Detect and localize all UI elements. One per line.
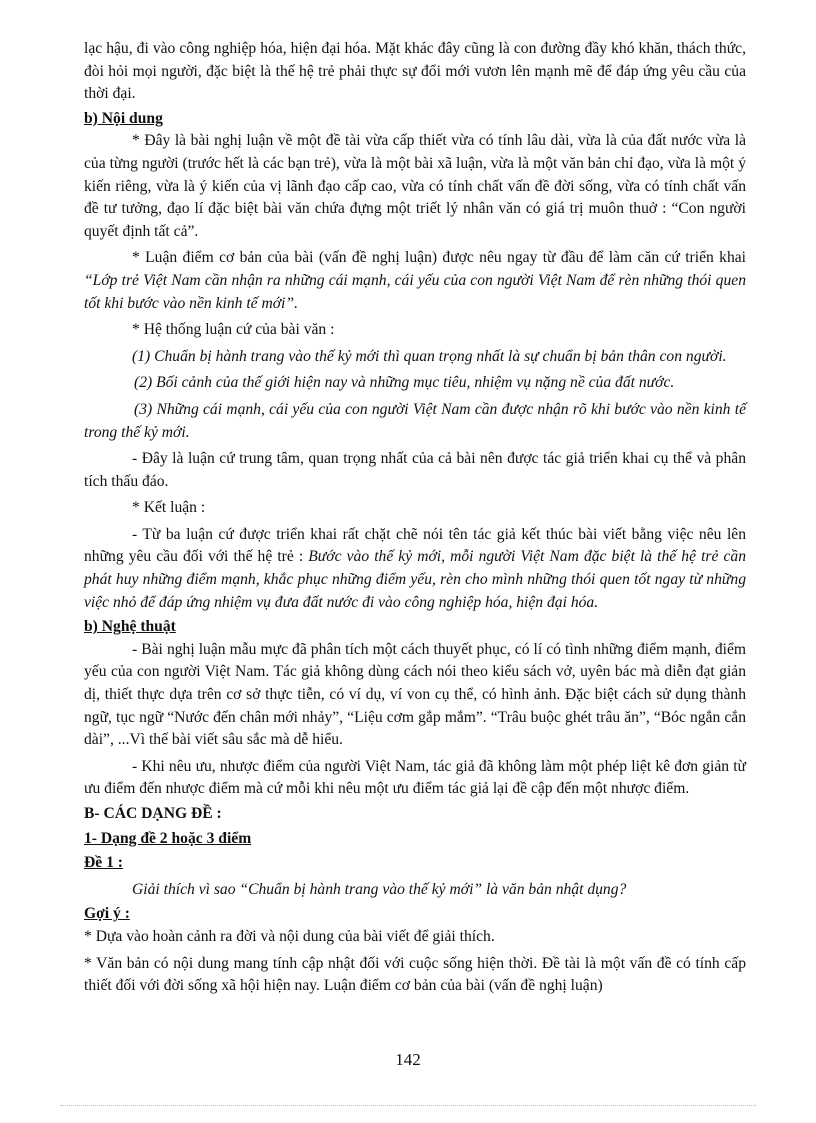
goi-y-label: Gợi ý :	[84, 905, 130, 923]
noi-dung-paragraph-6	[84, 524, 746, 614]
de-1-label: Đề 1 :	[84, 854, 123, 872]
sub-heading-dang-de: 1- Dạng đề 2 hoặc 3 điểm	[84, 829, 252, 847]
ket-luan-quote: Bước vào thế kỷ mới, mỗi người Việt Nam đặc biệt là thế hệ trẻ cần phát huy những điểm mạnh, khắc phục những điểm yếu, rèn cho mình những thói quen tốt ngay từ những việc nhỏ để đáp ứng nhiệm vụ đưa đất nước đi vào công nghiệp hóa, hiện đại hóa.	[84, 548, 746, 611]
noi-dung-paragraph-4: - Đây là luận cứ trung tâm, quan trọng nhất của cả bài nên được tác giả triển khai cụ thể và phân tích thấu đáo.	[84, 450, 746, 490]
noi-dung-paragraph-1: * Đây là bài nghị luận về một đề tài vừa cấp thiết vừa có tính lâu dài, vừa là của đất nước vừa là của từng người (trước hết là các bạn trẻ), vừa là một bài xã luận, vừa là một văn bản chỉ đạo, vừa là một ý kiến riêng, vừa là ý kiến của vị lãnh đạo cấp cao, vừa có tính chất vấn đề đời sống, vừa có tính chất vấn đề tư tưởng, đạo lí đặc biệt bài văn chứa đựng một triết lý nhân văn có giá trị muôn thuở : “Con người quyết định tất cả”.	[84, 132, 746, 240]
goi-y-item-2: * Văn bản có nội dung mang tính cập nhật đối với cuộc sống hiện thời. Đề tài là một vấn đề có tính cấp thiết đối với đời sống xã hội hiện nay. Luận điểm cơ bản của bài (vấn đề nghị luận)	[84, 954, 746, 995]
page-bottom-rule	[60, 1105, 756, 1106]
argument-1-text: (1) Chuẩn bị hành trang vào thế kỷ mới thì quan trọng nhất là sự chuẩn bị bản thân con người.	[132, 347, 727, 365]
nghe-thuat-paragraph-1: - Bài nghị luận mẫu mực đã phân tích một cách thuyết phục, có lí có tình những điểm mạnh, điểm yếu của con người Việt Nam. Tác giả không dùng cách nói theo kiểu sách vở, uyên bác mà diễn đạt giản dị, thiết thực dựa trên cơ sở thực tiễn, có ví dụ, ví von cụ thể, có hình ảnh. Đặc biệt cách sử dụng thành ngữ, tục ngữ “Nước đến chân mới nhảy”, “Liệu cơm gắp mắm”. “Trâu buộc ghét trâu ăn”, “Bóc ngắn cắn dài”, ...Vì thế bài viết sâu sắc mà dễ hiểu.	[84, 640, 746, 749]
noi-dung-paragraph-2	[84, 247, 746, 315]
argument-2-text: (2) Bối cảnh của thế giới hiện nay và những mục tiêu, nhiệm vụ nặng nề của đất nước.	[134, 374, 675, 392]
page-number: 142	[395, 1050, 421, 1069]
page-content	[84, 38, 746, 998]
section-heading-cac-dang-de: B- CÁC DẠNG ĐỀ :	[84, 805, 222, 822]
luan-diem-lead: * Luận điểm cơ bản của bài (vấn đề nghị luận) được nêu ngay từ đầu để làm căn cứ triển khai	[132, 249, 746, 267]
section-heading-noi-dung: b) Nội dung	[84, 109, 163, 127]
argument-3-text: (3) Những cái mạnh, cái yếu của con người Việt Nam cần được nhận rõ khi bước vào nền kinh tế trong thế kỷ mới.	[84, 400, 746, 441]
argument-2	[84, 372, 746, 395]
argument-3	[84, 399, 746, 444]
luan-diem-quote: “Lớp trẻ Việt Nam cần nhận ra những cái mạnh, cái yếu của con người Việt Nam để rèn những thói quen tốt khi bước vào nền kinh tế mới”.	[84, 271, 746, 312]
intro-paragraph: lạc hậu, đi vào công nghiệp hóa, hiện đại hóa. Mặt khác đây cũng là con đường đầy khó khăn, thách thức, đòi hỏi mọi người, đặc biệt là thế hệ trẻ phải thực sự đổi mới vươn lên mạnh mẽ để đáp ứng yêu cầu của thời đại.	[84, 40, 746, 103]
de-1-question	[84, 879, 746, 902]
ket-luan-lead: - Từ ba luận cứ được triển khai rất chặt chẽ nói tên tác giả kết thúc bài viết bằng việc nêu lên những yêu cầu đối với thế hệ trẻ :	[84, 525, 746, 566]
nghe-thuat-paragraph-2: - Khi nêu ưu, nhược điểm của người Việt Nam, tác giả đã không làm một phép liệt kê đơn giản từ ưu điểm đến nhược điểm mà cứ mỗi khi nêu một ưu điểm tác giả lại đề cập đến một nhược điểm.	[84, 757, 746, 798]
argument-1	[84, 346, 746, 369]
goi-y-item-1: * Dựa vào hoàn cảnh ra đời và nội dung của bài viết để giải thích.	[84, 927, 495, 945]
ket-luan-label: * Kết luận :	[132, 499, 206, 517]
section-heading-nghe-thuat: b) Nghệ thuật	[84, 618, 176, 636]
noi-dung-paragraph-3: * Hệ thống luận cứ của bài văn :	[132, 321, 335, 339]
de-1-question-text: Giải thích vì sao “Chuẩn bị hành trang vào thế kỷ mới” là văn bản nhật dụng?	[132, 880, 627, 898]
